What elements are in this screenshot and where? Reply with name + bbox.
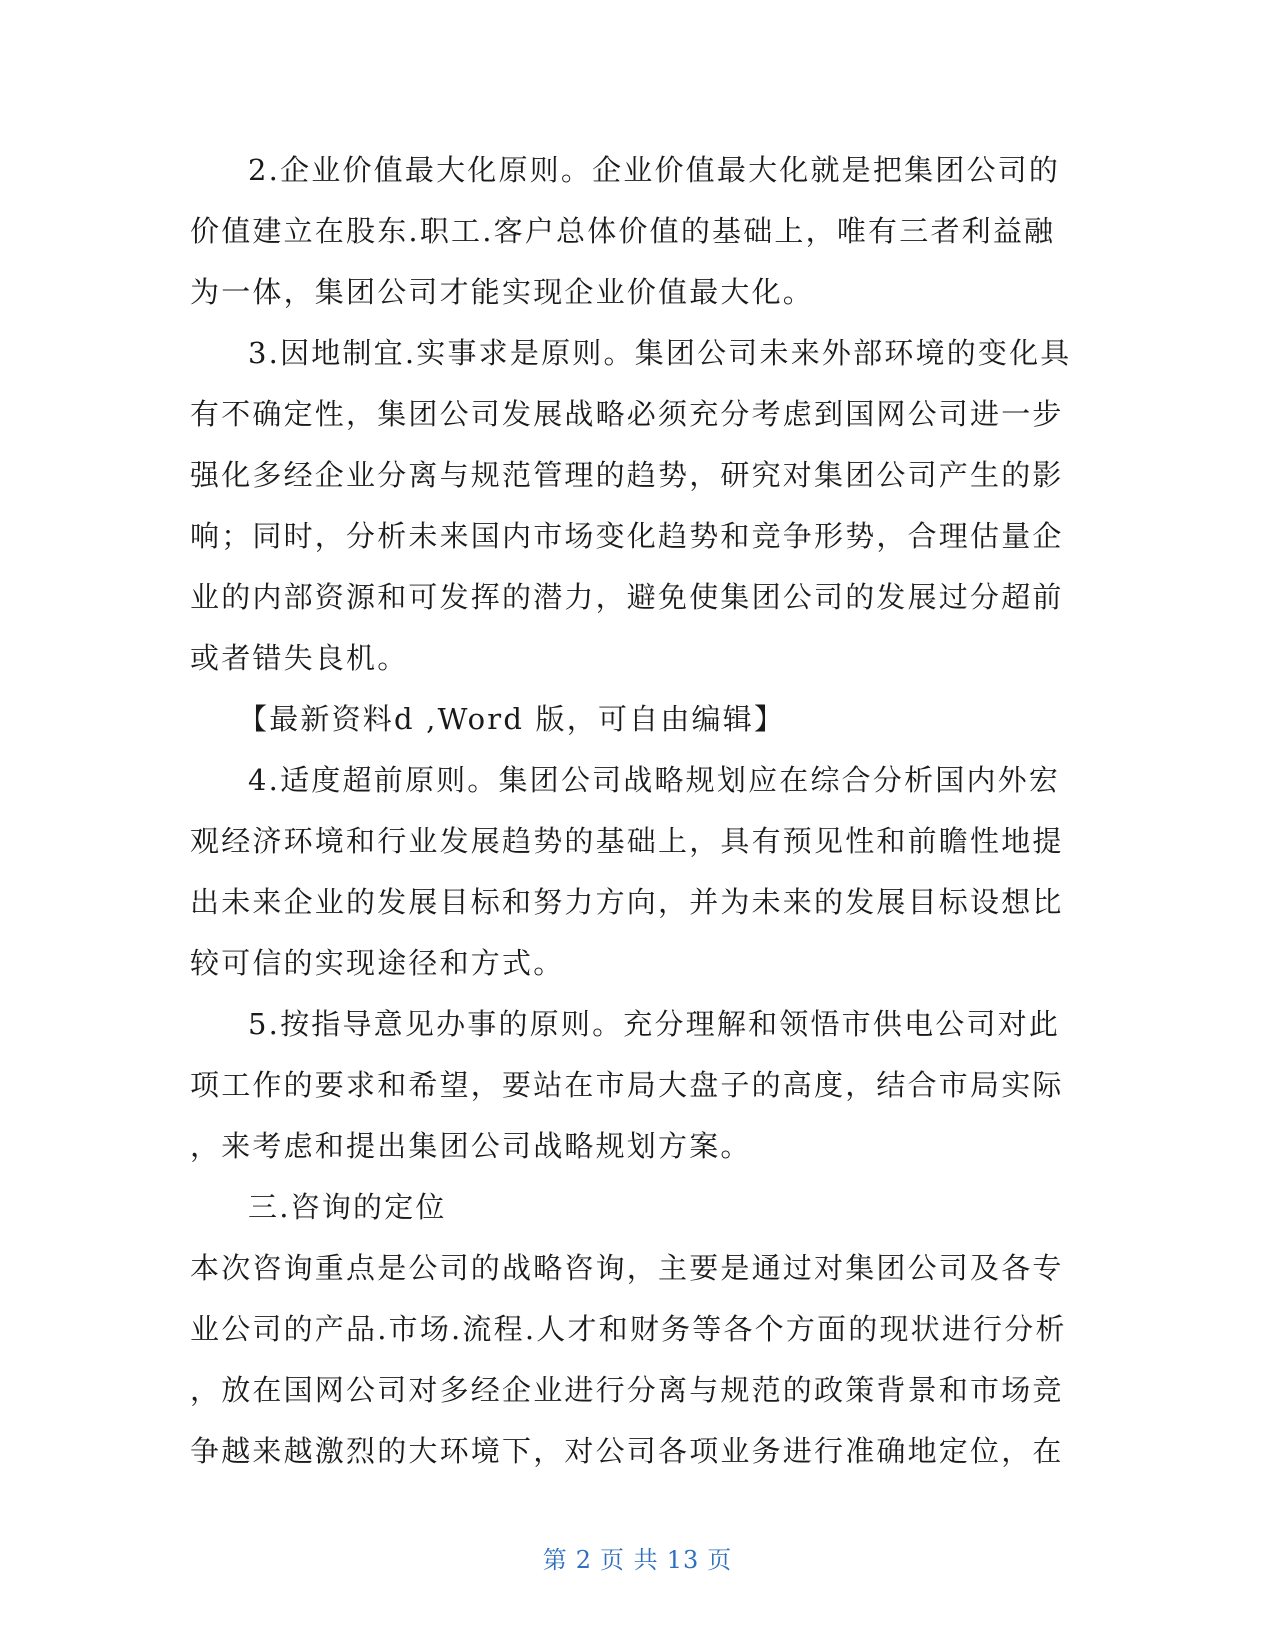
section-heading-consulting-positioning [190,1177,1080,1238]
text-line: 争越来越激烈的大环境下，对公司各项业务进行准确地定位，在 [190,1434,1064,1468]
document-body [190,140,1080,1482]
text-line: 本次咨询重点是公司的战略咨询，主要是通过对集团公司及各专 [190,1251,1064,1285]
text-line: 较可信的实现途径和方式。 [190,946,565,980]
text-line: ，来考虑和提出集团公司战略规划方案。 [190,1129,752,1163]
footer-suffix: 页 [707,1546,733,1574]
paragraph-principle-2 [190,140,1080,323]
text-line: 有不确定性，集团公司发展战略必须充分考虑到国网公司进一步 [190,397,1064,431]
paragraph-consulting-scope [190,1238,1080,1482]
footer-page-number: 2 [575,1546,593,1574]
text-line: 观经济环境和行业发展趋势的基础上，具有预见性和前瞻性地提 [190,824,1064,858]
text-line: 出未来企业的发展目标和努力方向，并为未来的发展目标设想比 [190,885,1064,919]
footer-total-pages: 13 [666,1546,700,1574]
section-heading: 三.咨询的定位 [248,1190,447,1224]
text-line: 4.适度超前原则。集团公司战略规划应在综合分析国内外宏 [248,763,1061,797]
text-line: 价值建立在股东.职工.客户总体价值的基础上，唯有三者利益融 [190,214,1056,248]
text-line: 业公司的产品.市场.流程.人才和财务等各个方面的现状进行分析 [190,1312,1067,1346]
page-footer [0,1540,1275,1575]
text-line: ，放在国网公司对多经企业进行分离与规范的政策背景和市场竞 [190,1373,1064,1407]
paragraph-principle-5 [190,994,1080,1177]
text-line: 业的内部资源和可发挥的潜力，避免使集团公司的发展过分超前 [190,580,1064,614]
text-line: 3.因地制宜.实事求是原则。集团公司未来外部环境的变化具 [248,336,1072,370]
footer-middle: 页 共 [600,1546,659,1574]
footer-prefix: 第 [542,1546,568,1574]
text-line: 2.企业价值最大化原则。企业价值最大化就是把集团公司的 [248,153,1061,187]
text-line: 或者错失良机。 [190,641,409,675]
text-line: 强化多经企业分离与规范管理的趋势，研究对集团公司产生的影 [190,458,1064,492]
paragraph-principle-4 [190,750,1080,994]
text-line: 项工作的要求和希望，要站在市局大盘子的高度，结合市局实际 [190,1068,1064,1102]
text-line: 【最新资料d ,Word 版，可自由编辑】 [238,702,786,736]
paragraph-watermark-note [190,689,1080,750]
text-line: 响；同时，分析未来国内市场变化趋势和竞争形势，合理估量企 [190,519,1064,553]
paragraph-principle-3 [190,323,1080,689]
text-line: 为一体，集团公司才能实现企业价值最大化。 [190,275,815,309]
text-line: 5.按指导意见办事的原则。充分理解和领悟市供电公司对此 [248,1007,1061,1041]
